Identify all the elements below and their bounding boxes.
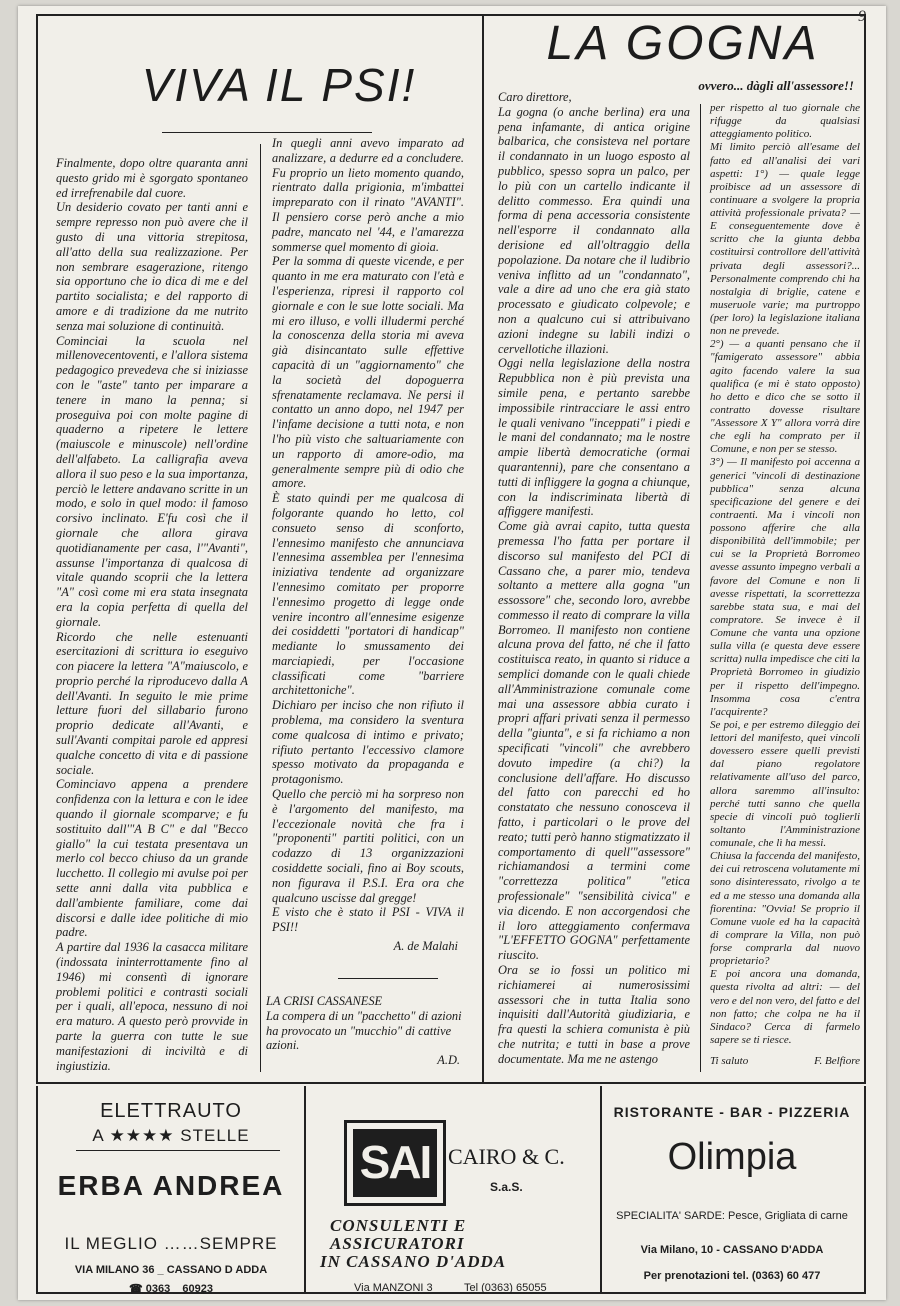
paragraph: La gogna (o anche berlina) era una pena infamante, di antica origine balbarica, che consisteva nel portare il condannato in un luogo esposto al pubblico, spesso sopra un palco, per lo più con un cartello indicante il delitto commesso. Era quindi una forma di pena accessoria consistente nell'esporre il condannato alla derisione ed all'oltraggio della popolazione. Da notare che il ludibrio veniva inflitto ad un "condannato", vale a dire ad uno che era già stato processato e giudicato colpevole; e non a qualcuno cui si attribuivano azioni indegne su labili indizi o cervellotiche illazioni. bbox=[498, 104, 690, 356]
right-article-subtitle: ovvero... dàgli all'assessore!! bbox=[698, 78, 854, 93]
paragraph: 3°) — Il manifesto poi accenna a generici "vincoli di destinazione pubblica" senza alcuna specificazione del genere e dei contraenti. Ma i vincoli non possono afferire che alla disponibilità dell'immobile; per cui se la Proprietà Borromeo avesse assunto impegno verbali a favore del Comune e non li avesse rispettati, la scorrettezza sarebbe stata sua, e mai del compratore. Se invece è il Comune che vanta una opzione sulla villa (e questa deve essere scritta) nulla impedisce che citi la Proprietà Borromeo in giudizio per il rispetto dell'impegno. Insomma cosa c'entra l'acquirente? bbox=[710, 456, 860, 718]
paragraph: Un desiderio covato per tanti anni e sempre represso non può avere che il gusto di una vittoria strepitosa, all'atto della sua realizzazione. Per non sembrare esagerazione, ritengo sia opportuno che io dica di me e del partito socialista; e del rapporto di amore e di tradizione da me nutrito senza mai soluzione di continuità. bbox=[56, 200, 248, 333]
crisi-box bbox=[266, 994, 466, 1068]
ad1-phone-line bbox=[38, 1282, 304, 1295]
sai-logo bbox=[344, 1120, 446, 1206]
paragraph: Ricordo che nelle estenuanti esercitazioni di scrittura io eseguivo con piacere la lettera "A"maiuscolo, e proprio perché la riproducevo dalla A dell'Avanti. In seguito le mie prime letture fuori del sillabario furono proprio dedicate all'Avanti, e sull'Avanti compitai parole ed appresi qualche concetto di vita e di passione sociale. bbox=[56, 629, 248, 777]
paragraph: per rispetto al tuo giornale che rifugge da qualsiasi atteggiamento politico. bbox=[710, 102, 860, 141]
ad3-address: Via Milano, 10 - CASSANO D'ADDA bbox=[640, 1244, 824, 1256]
ad-olimpia bbox=[600, 1086, 864, 1292]
title-rule bbox=[162, 132, 372, 133]
telephone-icon: ☎ bbox=[128, 1283, 143, 1295]
paragraph: Quello che perciò mi ha sorpreso non è l'argomento del manifesto, ma l'eccezionale novità che fra i "proponenti" partiti politici, con un codazzo di 13 organizzazioni cosiddette sociali, fino ai Boy scouts, non figurava il P.S.I. Era ora che qualcuno uscisse dal gregge! bbox=[272, 787, 464, 905]
left-article-column-1 bbox=[56, 156, 248, 1073]
paragraph: Cominciai la scuola nel millenovecentoventi, e l'allora sistema pedagogico prevedeva che si iniziasse con le "aste" tanto per imparare a tenere in mano la penna; si proseguiva poi con molte pagine di quaderno a ripetere le lettere (maiuscole e minuscole) nell'ordine dell'alfabeto. La calligrafia aveva allora il suo peso e la sua importanza, perciò le lettere andavano scritte in un modo, e solo in quel modo: il famoso corsivo inclinato. E'fu così che il giornale che allora girava quotidianamente per casa, l'"Avanti", assunse l'importanza di qualcosa di vitale quando scoprii che la lettera "A" così come mi era stata insegnata era la copia perfetta di quella del giornale. bbox=[56, 333, 248, 629]
column-divider bbox=[700, 104, 701, 1072]
right-article-signature: F. Belfiore bbox=[814, 1055, 860, 1067]
crisi-rule bbox=[338, 978, 438, 979]
right-article-title: LA GOGNA bbox=[546, 17, 820, 70]
paragraph: Come già avrai capito, tutta questa premessa l'ho fatta per portare il discorso sul manifesto del PCI di Cassano che, a parer mio, tendeva soltanto a mettere alla gogna "un essossore" che, secondo loro, avrebbe commesso il reato di comprare la villa Borromeo. Il manifesto non contiene alcuna prova del fatto, né che il fatto costituisca reato, in quanto si riduce a semplici domande con le quali chiede all'Amministrazione comunale come mai una assessore abbia curato i propri affari privati senza il permesso della "giunta", e si fa richiamo a non specificati "vincoli" che avrebbero dovuto impedire (a chi?) la conclusione dell'affare. Ho discusso del fatto con parecchi ed ho constatato che nessuno conosceva il fatto, i particolari o le prove del reato; tutti però hanno stigmatizzato il comportamento di quell'"assessore" richiamandosi a termini come "correttezza politica" "etica professionale" "sensibilità civica" e via dicendo. E non accorgendosi che il loro atteggiamento confermava "L'EFFETTO GOGNA" perfettamente riuscito. bbox=[498, 519, 690, 963]
ad2-line1: CONSULENTI E bbox=[330, 1216, 467, 1235]
paragraph: Ora se io fossi un politico mi richiamerei ai numerosissimi assessori che in tutta Italia sono inquisiti dall'Autorità giudiziaria, e fra questi la schiera comunista è più che nutrita; e tutti in base a prove documentate. Ma me ne astengo bbox=[498, 963, 690, 1066]
ad1-name: ERBA ANDREA bbox=[57, 1170, 285, 1201]
advertisement-strip bbox=[36, 1086, 866, 1294]
paragraph: Mi limito perciò all'esame del fatto ed all'analisi dei vari aspetti: 1°) — quale legge proibisce ad un assessore di continuare a svolgere la propria attività professionale privata? — E conseguentemente dove è scritto che la giunta debba costituirsi controllore dell'attività privata degli assessori?... Personalmente comprendo chi ha nostalgia di briglie, catene e museruole varie; ma purtroppo (per loro) la legislazione italiana non ne prevede. bbox=[710, 141, 860, 338]
closing: Ti saluto bbox=[710, 1055, 749, 1067]
paragraph: E visto che è stato il PSI - VIVA il PSI!! bbox=[272, 905, 464, 935]
ad2-type: S.a.S. bbox=[490, 1180, 523, 1194]
paragraph: Chiusa la faccenda del manifesto, dei cui retroscena volutamente mi sono disinteressato, rivolgo a te ed a me stesso una domanda alla fiorentina: "Ovvia! Se proprio il Comune vuole ed ha la capacità di comprare la Villa, non può forse comprarla dal nuovo proprietario? bbox=[710, 850, 860, 968]
right-article-column-2 bbox=[710, 102, 860, 1068]
paragraph: In quegli anni avevo imparato ad analizzare, a dedurre ed a concludere. Fu proprio un lieto momento quando, rientrato dalla prigionia, m'imbattei impreparato con il rinato "AVANTI". Il pensiero corse però anche a mio padre, mancato nel '44, e l'amarezza sommerse quel momento di gioia. bbox=[272, 136, 464, 254]
page-number: 9 bbox=[858, 8, 866, 25]
paragraph: Dichiaro per inciso che non rifiuto il problema, ma considero la sventura come qualcosa di intimo e privato; rifiuto pertanto l'eccessivo clamore spesso motivato da propaganda e protagonismo. bbox=[272, 698, 464, 787]
star-icon: ★★★★ bbox=[109, 1126, 175, 1145]
paragraph: Finalmente, dopo oltre quaranta anni questo grido mi è sgorgato spontaneo ed irrefrenabile dal cuore. bbox=[56, 156, 248, 200]
ad2-tel: Tel (0363) 65055 bbox=[464, 1282, 547, 1294]
left-article-column-2 bbox=[272, 136, 464, 954]
paragraph: 2°) — a quanti pensano che il "famigerato assessore" abbia agito facendo valere la sua qualifica (e mi è stato opposto) ho detto e dico che se sotto il contratto dovesse risultare "Assessore X Y" allora vorrà dire che egli ha comprato per il Comune, e non per se stesso. bbox=[710, 338, 860, 456]
ad1-stelle: STELLE bbox=[180, 1126, 250, 1145]
ad2-address: Via MANZONI 3 bbox=[354, 1282, 433, 1294]
ad1-rule bbox=[76, 1150, 280, 1151]
newspaper-page bbox=[18, 6, 886, 1300]
ad1-address: VIA MILANO 36 _ CASSANO D ADDA bbox=[74, 1264, 268, 1276]
paragraph: Cominciavo appena a prendere confidenza con la lettura e con le idee quando il giornale scomparve; e fu sostituito dall'"A B C" e dal "Becco giallo" la cui testata presentava un merlo col becco chiuso da un grande lucchetto. Il collegio mi avulse poi per sette anni dalla vita pubblica e dall'ambiente familiare, come dai discorsi e dalle idee politiche di mio padre. bbox=[56, 777, 248, 940]
paragraph: Oggi nella legislazione della nostra Repubblica non è più prevista una simile pena, e pertanto sarebbe impossibile rintracciare le assi entro le quali venivano "inceppati" i piedi e le mani del condannato; ma le nostre ampie libertà democratiche (ormai quarantenni), pare che consentano a tutti di infliggere la gogna a chiunque, con la indiscriminata libertà di affiggere manifesti. bbox=[498, 356, 690, 519]
ad3-specialty: SPECIALITA' SARDE: Pesce, Grigliata di carne bbox=[616, 1210, 848, 1222]
paragraph: Caro direttore, bbox=[498, 90, 572, 104]
closing-row bbox=[710, 1055, 860, 1068]
ad3-header: RISTORANTE - BAR - PIZZERIA bbox=[613, 1104, 851, 1120]
paragraph: A partire dal 1936 la casacca militare (indossata ininterrottamente fino al 1946) mi consentì di ignorare problemi politici e contrasti sociali per i quali, all'epoca, nessuno di noi era maturo. A questo però provvide in parte la guerra con tutte le sue manifestazioni di inciviltà e di ingiustizia. bbox=[56, 940, 248, 1073]
ad1-a: A bbox=[92, 1126, 104, 1145]
ad2-line3: IN CASSANO D'ADDA bbox=[320, 1252, 507, 1271]
left-article-signature: A. de Malahi bbox=[393, 939, 458, 954]
ad-sai-cairo bbox=[304, 1086, 602, 1292]
crisi-initials: A.D. bbox=[437, 1053, 460, 1068]
articles-frame bbox=[36, 14, 866, 1084]
left-article-title: VIVA IL PSI! bbox=[141, 59, 417, 111]
paragraph: Per la somma di queste vicende, e per quanto in me era maturato con l'età e l'esperienza, ripresi il rapporto col giornale e con le sue lotte sociali. Ma mi ero illuso, e volli illudermi perché la conoscenza della storia mi aveva già disincantato sulle effettive capacità di un "aggiornamento" che la società del dopoguerra sfrenatamente reclamava. Ne persi il contatto un anno dopo, nel 1947 per l'infame decisione a tutti nota, e non l'ho più visto che saltuariamente con un rapporto di amore-odio, ma generalmente sempre più di odio che amore. bbox=[272, 254, 464, 491]
ad2-line2: ASSICURATORI bbox=[330, 1234, 465, 1253]
ad1-stars-line bbox=[38, 1126, 304, 1146]
ad1-phone: 0363 _ 60923 bbox=[145, 1283, 214, 1295]
paragraph: Se poi, e per estremo dileggio dei lettori del manifesto, quei vincoli dovessero essere quelli previsti dal piano regolatore relativamente all'uso del parco, allora saremmo all'insulto: perché tutti sanno che quella specie di vincoli può toglierli soltanto l'Amministrazione comunale, che lì ha messi. bbox=[710, 718, 860, 849]
crisi-title: LA CRISI CASSANESE bbox=[266, 994, 383, 1008]
ad1-slogan: IL MEGLIO ……SEMPRE bbox=[64, 1234, 278, 1253]
ad3-name: Olimpia bbox=[667, 1136, 797, 1178]
ad-elettrauto bbox=[38, 1086, 306, 1295]
crisi-text: La compera di un "pacchetto" di azioni ha provocato un "mucchio" di cattive azioni. bbox=[266, 1008, 462, 1053]
ad1-line1: ELETTRAUTO bbox=[100, 1100, 242, 1122]
ad3-booking: Per prenotazioni tel. (0363) 60 477 bbox=[643, 1270, 821, 1282]
column-divider bbox=[260, 144, 261, 1072]
main-divider bbox=[482, 16, 484, 1082]
ad2-name: CAIRO & C. bbox=[448, 1144, 565, 1169]
right-article-column-1 bbox=[498, 90, 690, 1067]
paragraph: È stato quindi per me qualcosa di folgorante quando ho letto, col consueto senso di sconforto, l'ennesimo manifesto che annunciava l'ennesima assemblea per l'ennesima iniziativa tendente ad organizzare l'ennesimo comitato per proporre l'ennesimo progetto di legge onde venire incontro all'ennesime esigenze dei cosiddetti "portatori di handicap" mediante lo smussamento dei marciapiedi, per l'occasione classificati come "barriere architettoniche". bbox=[272, 491, 464, 698]
paragraph: E poi ancora una domanda, questa rivolta ad altri: — del vero e del non vero, del fatto e del non fatto; che colpa ne ha il Sindaco? Cerca di farmelo sapere se ti riesce. bbox=[710, 968, 860, 1046]
sai-logo-text: SAI bbox=[353, 1129, 437, 1197]
